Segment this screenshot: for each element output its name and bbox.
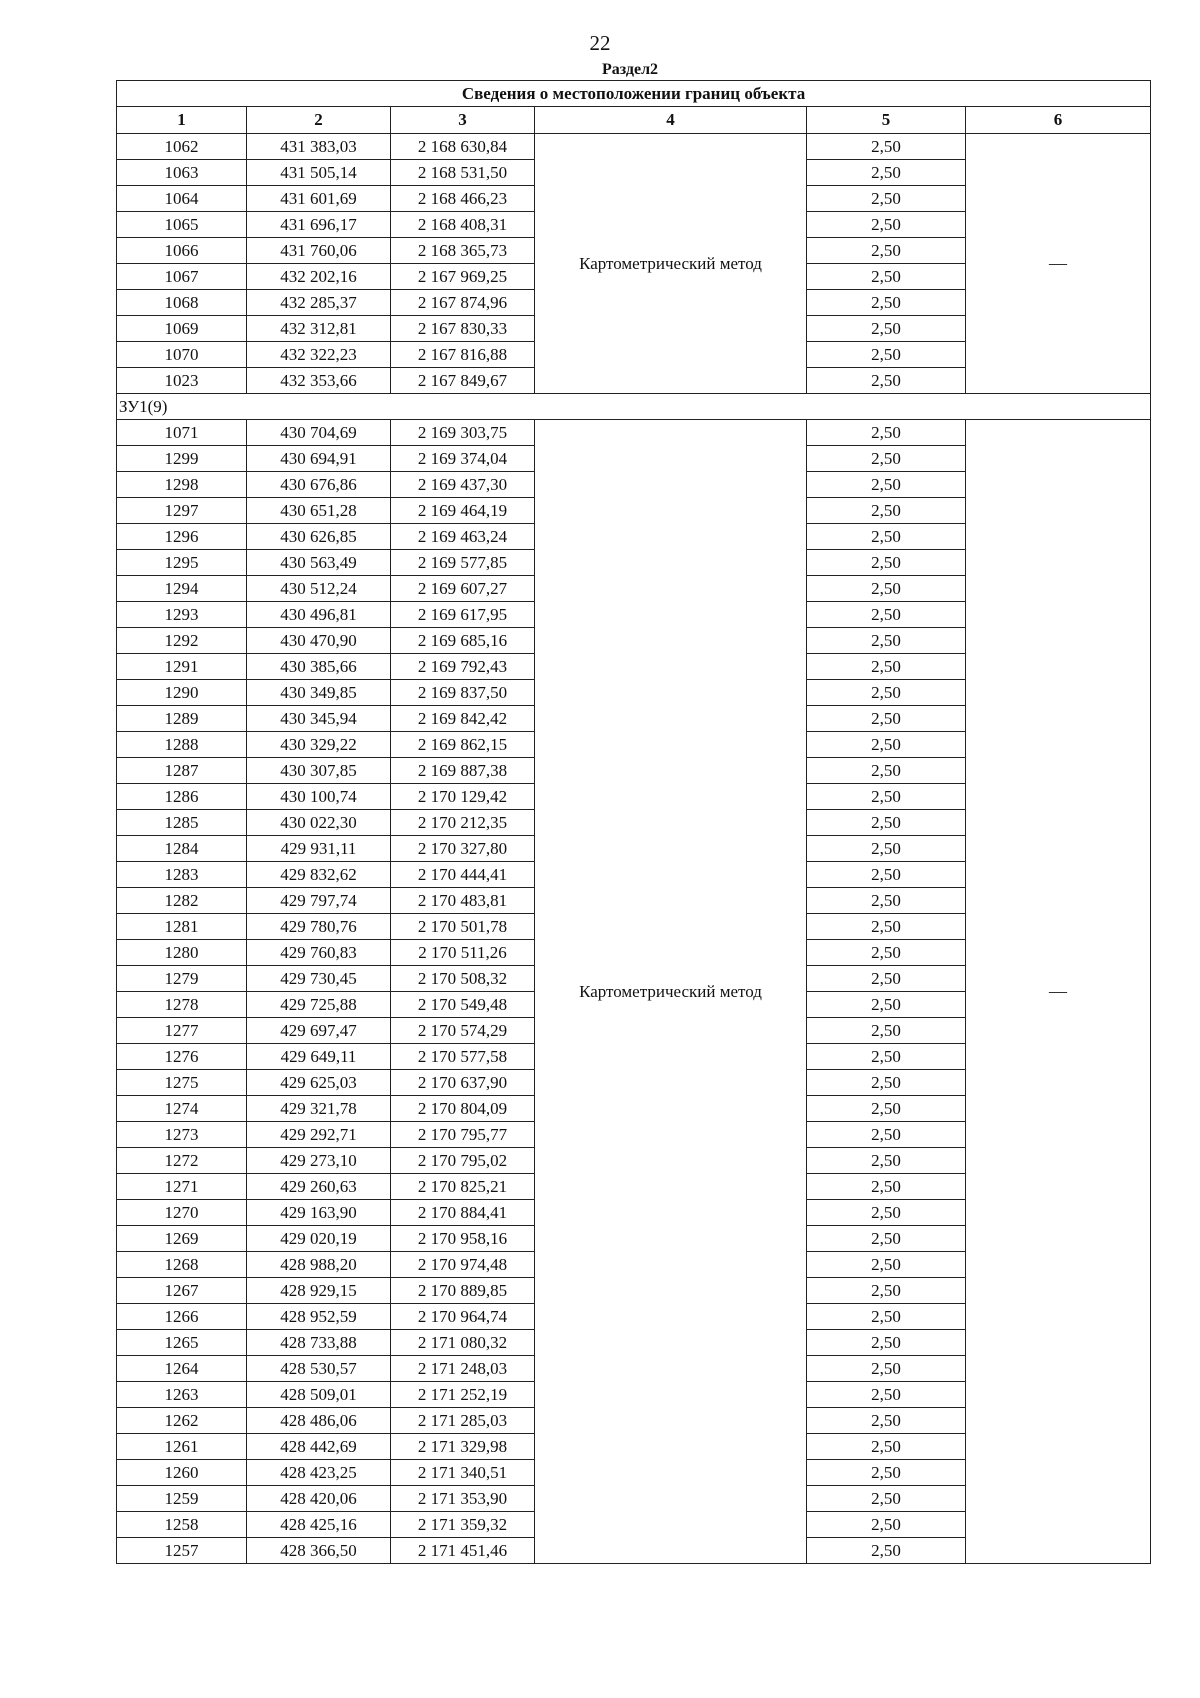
boundary-coordinates-table xyxy=(116,80,1151,1564)
column-header: 5 xyxy=(807,107,966,134)
point-number: 1280 xyxy=(117,940,247,966)
accuracy-value: 2,50 xyxy=(807,1070,966,1096)
coordinate-y: 2 171 080,32 xyxy=(391,1330,535,1356)
coordinate-y: 2 167 969,25 xyxy=(391,264,535,290)
accuracy-value: 2,50 xyxy=(807,706,966,732)
coordinate-x: 430 512,24 xyxy=(247,576,391,602)
coordinate-y: 2 170 795,77 xyxy=(391,1122,535,1148)
point-number: 1286 xyxy=(117,784,247,810)
accuracy-value: 2,50 xyxy=(807,576,966,602)
accuracy-value: 2,50 xyxy=(807,940,966,966)
coordinate-x: 429 725,88 xyxy=(247,992,391,1018)
point-number: 1065 xyxy=(117,212,247,238)
coordinate-x: 428 929,15 xyxy=(247,1278,391,1304)
coordinate-x: 431 696,17 xyxy=(247,212,391,238)
coordinate-x: 429 321,78 xyxy=(247,1096,391,1122)
coordinate-y: 2 169 303,75 xyxy=(391,420,535,446)
coordinate-x: 429 931,11 xyxy=(247,836,391,862)
coordinate-y: 2 170 889,85 xyxy=(391,1278,535,1304)
coordinate-x: 428 420,06 xyxy=(247,1486,391,1512)
coordinate-x: 428 952,59 xyxy=(247,1304,391,1330)
point-number: 1290 xyxy=(117,680,247,706)
accuracy-value: 2,50 xyxy=(807,264,966,290)
point-number: 1277 xyxy=(117,1018,247,1044)
accuracy-value: 2,50 xyxy=(807,758,966,784)
point-number: 1264 xyxy=(117,1356,247,1382)
accuracy-value: 2,50 xyxy=(807,992,966,1018)
coordinate-y: 2 170 574,29 xyxy=(391,1018,535,1044)
coordinate-y: 2 170 795,02 xyxy=(391,1148,535,1174)
point-number: 1294 xyxy=(117,576,247,602)
coordinate-y: 2 167 849,67 xyxy=(391,368,535,394)
accuracy-value: 2,50 xyxy=(807,732,966,758)
coordinate-x: 428 425,16 xyxy=(247,1512,391,1538)
method-cell: Картометрический метод xyxy=(535,134,807,394)
accuracy-value: 2,50 xyxy=(807,290,966,316)
point-number: 1062 xyxy=(117,134,247,160)
accuracy-value: 2,50 xyxy=(807,1460,966,1486)
coordinate-x: 430 100,74 xyxy=(247,784,391,810)
coordinate-y: 2 170 637,90 xyxy=(391,1070,535,1096)
point-number: 1069 xyxy=(117,316,247,342)
accuracy-value: 2,50 xyxy=(807,1486,966,1512)
point-number: 1283 xyxy=(117,862,247,888)
point-number: 1282 xyxy=(117,888,247,914)
point-number: 1261 xyxy=(117,1434,247,1460)
coordinate-x: 430 704,69 xyxy=(247,420,391,446)
table-caption-row xyxy=(117,81,1151,107)
column-header-row xyxy=(117,107,1151,134)
coordinate-y: 2 171 248,03 xyxy=(391,1356,535,1382)
accuracy-value: 2,50 xyxy=(807,1304,966,1330)
coordinate-y: 2 170 508,32 xyxy=(391,966,535,992)
coordinate-x: 428 733,88 xyxy=(247,1330,391,1356)
accuracy-value: 2,50 xyxy=(807,160,966,186)
point-number: 1293 xyxy=(117,602,247,628)
point-number: 1275 xyxy=(117,1070,247,1096)
column-header: 2 xyxy=(247,107,391,134)
coordinate-x: 430 307,85 xyxy=(247,758,391,784)
accuracy-value: 2,50 xyxy=(807,862,966,888)
coordinate-y: 2 169 617,95 xyxy=(391,602,535,628)
point-number: 1267 xyxy=(117,1278,247,1304)
coordinate-x: 428 509,01 xyxy=(247,1382,391,1408)
page-number: 22 xyxy=(589,31,611,55)
accuracy-value: 2,50 xyxy=(807,472,966,498)
coordinate-y: 2 171 353,90 xyxy=(391,1486,535,1512)
coordinate-y: 2 169 837,50 xyxy=(391,680,535,706)
coordinate-x: 430 470,90 xyxy=(247,628,391,654)
point-number: 1278 xyxy=(117,992,247,1018)
coordinate-y: 2 170 444,41 xyxy=(391,862,535,888)
point-number: 1287 xyxy=(117,758,247,784)
point-number: 1284 xyxy=(117,836,247,862)
point-number: 1276 xyxy=(117,1044,247,1070)
coordinate-x: 429 163,90 xyxy=(247,1200,391,1226)
coordinate-x: 430 694,91 xyxy=(247,446,391,472)
accuracy-value: 2,50 xyxy=(807,1512,966,1538)
coordinate-y: 2 169 842,42 xyxy=(391,706,535,732)
accuracy-value: 2,50 xyxy=(807,1356,966,1382)
coordinate-y: 2 171 340,51 xyxy=(391,1460,535,1486)
coordinate-x: 428 423,25 xyxy=(247,1460,391,1486)
coordinate-y: 2 169 577,85 xyxy=(391,550,535,576)
coordinate-y: 2 171 329,98 xyxy=(391,1434,535,1460)
coordinate-x: 432 285,37 xyxy=(247,290,391,316)
coordinate-y: 2 170 327,80 xyxy=(391,836,535,862)
accuracy-value: 2,50 xyxy=(807,446,966,472)
coordinate-y: 2 169 437,30 xyxy=(391,472,535,498)
accuracy-value: 2,50 xyxy=(807,680,966,706)
point-number: 1269 xyxy=(117,1226,247,1252)
point-number: 1070 xyxy=(117,342,247,368)
table-caption: Сведения о местоположении границ объекта xyxy=(117,81,1151,107)
accuracy-value: 2,50 xyxy=(807,602,966,628)
accuracy-value: 2,50 xyxy=(807,186,966,212)
coordinate-x: 429 797,74 xyxy=(247,888,391,914)
table-body xyxy=(117,81,1151,1564)
coordinate-y: 2 171 252,19 xyxy=(391,1382,535,1408)
coordinate-y: 2 171 451,46 xyxy=(391,1538,535,1564)
coordinate-x: 430 385,66 xyxy=(247,654,391,680)
accuracy-value: 2,50 xyxy=(807,316,966,342)
coordinate-y: 2 170 501,78 xyxy=(391,914,535,940)
accuracy-value: 2,50 xyxy=(807,1538,966,1564)
accuracy-value: 2,50 xyxy=(807,654,966,680)
coordinate-y: 2 168 630,84 xyxy=(391,134,535,160)
coordinate-x: 429 760,83 xyxy=(247,940,391,966)
point-number: 1265 xyxy=(117,1330,247,1356)
coordinate-y: 2 169 607,27 xyxy=(391,576,535,602)
accuracy-value: 2,50 xyxy=(807,1382,966,1408)
coordinate-y: 2 168 466,23 xyxy=(391,186,535,212)
coordinate-x: 432 202,16 xyxy=(247,264,391,290)
accuracy-value: 2,50 xyxy=(807,1434,966,1460)
point-number: 1297 xyxy=(117,498,247,524)
coordinate-y: 2 170 884,41 xyxy=(391,1200,535,1226)
point-number: 1063 xyxy=(117,160,247,186)
point-number: 1270 xyxy=(117,1200,247,1226)
point-number: 1295 xyxy=(117,550,247,576)
coordinate-x: 430 329,22 xyxy=(247,732,391,758)
point-number: 1273 xyxy=(117,1122,247,1148)
coordinate-x: 430 676,86 xyxy=(247,472,391,498)
coordinate-x: 430 626,85 xyxy=(247,524,391,550)
note-cell: — xyxy=(966,420,1151,1564)
accuracy-value: 2,50 xyxy=(807,134,966,160)
accuracy-value: 2,50 xyxy=(807,1018,966,1044)
point-number: 1298 xyxy=(117,472,247,498)
accuracy-value: 2,50 xyxy=(807,212,966,238)
accuracy-value: 2,50 xyxy=(807,524,966,550)
coordinate-x: 431 760,06 xyxy=(247,238,391,264)
coordinate-y: 2 170 804,09 xyxy=(391,1096,535,1122)
point-number: 1260 xyxy=(117,1460,247,1486)
coordinate-y: 2 169 887,38 xyxy=(391,758,535,784)
coordinate-y: 2 169 792,43 xyxy=(391,654,535,680)
accuracy-value: 2,50 xyxy=(807,810,966,836)
accuracy-value: 2,50 xyxy=(807,238,966,264)
coordinate-x: 429 020,19 xyxy=(247,1226,391,1252)
point-number: 1289 xyxy=(117,706,247,732)
coordinate-y: 2 170 129,42 xyxy=(391,784,535,810)
coordinate-y: 2 170 958,16 xyxy=(391,1226,535,1252)
accuracy-value: 2,50 xyxy=(807,498,966,524)
accuracy-value: 2,50 xyxy=(807,1148,966,1174)
coordinate-y: 2 170 549,48 xyxy=(391,992,535,1018)
coordinate-x: 429 625,03 xyxy=(247,1070,391,1096)
point-number: 1068 xyxy=(117,290,247,316)
coordinate-y: 2 168 531,50 xyxy=(391,160,535,186)
coordinate-y: 2 167 830,33 xyxy=(391,316,535,342)
coordinate-x: 430 345,94 xyxy=(247,706,391,732)
coordinate-x: 432 322,23 xyxy=(247,342,391,368)
accuracy-value: 2,50 xyxy=(807,550,966,576)
coordinate-x: 429 273,10 xyxy=(247,1148,391,1174)
coordinate-y: 2 170 964,74 xyxy=(391,1304,535,1330)
point-number: 1258 xyxy=(117,1512,247,1538)
table-row xyxy=(117,134,1151,160)
column-header: 1 xyxy=(117,107,247,134)
coordinate-x: 430 496,81 xyxy=(247,602,391,628)
point-number: 1288 xyxy=(117,732,247,758)
point-number: 1066 xyxy=(117,238,247,264)
table-row xyxy=(117,420,1151,446)
accuracy-value: 2,50 xyxy=(807,888,966,914)
point-number: 1266 xyxy=(117,1304,247,1330)
column-header: 4 xyxy=(535,107,807,134)
coordinate-y: 2 168 365,73 xyxy=(391,238,535,264)
coordinate-x: 428 486,06 xyxy=(247,1408,391,1434)
point-number: 1064 xyxy=(117,186,247,212)
coordinate-x: 430 563,49 xyxy=(247,550,391,576)
accuracy-value: 2,50 xyxy=(807,1096,966,1122)
coordinate-y: 2 169 862,15 xyxy=(391,732,535,758)
coordinate-x: 431 383,03 xyxy=(247,134,391,160)
accuracy-value: 2,50 xyxy=(807,1252,966,1278)
point-number: 1067 xyxy=(117,264,247,290)
coordinate-x: 429 780,76 xyxy=(247,914,391,940)
accuracy-value: 2,50 xyxy=(807,836,966,862)
coordinate-x: 432 312,81 xyxy=(247,316,391,342)
point-number: 1262 xyxy=(117,1408,247,1434)
note-cell: — xyxy=(966,134,1151,394)
coordinate-x: 428 530,57 xyxy=(247,1356,391,1382)
point-number: 1272 xyxy=(117,1148,247,1174)
coordinate-y: 2 170 483,81 xyxy=(391,888,535,914)
accuracy-value: 2,50 xyxy=(807,914,966,940)
accuracy-value: 2,50 xyxy=(807,1330,966,1356)
coordinate-y: 2 170 825,21 xyxy=(391,1174,535,1200)
accuracy-value: 2,50 xyxy=(807,1122,966,1148)
accuracy-value: 2,50 xyxy=(807,1174,966,1200)
coordinate-y: 2 170 511,26 xyxy=(391,940,535,966)
coordinate-y: 2 171 285,03 xyxy=(391,1408,535,1434)
coordinate-x: 431 505,14 xyxy=(247,160,391,186)
coordinate-x: 428 366,50 xyxy=(247,1538,391,1564)
point-number: 1274 xyxy=(117,1096,247,1122)
accuracy-value: 2,50 xyxy=(807,1226,966,1252)
coordinate-x: 429 260,63 xyxy=(247,1174,391,1200)
group-label: ЗУ1(9) xyxy=(117,394,1151,420)
coordinate-y: 2 169 464,19 xyxy=(391,498,535,524)
accuracy-value: 2,50 xyxy=(807,628,966,654)
point-number: 1296 xyxy=(117,524,247,550)
point-number: 1268 xyxy=(117,1252,247,1278)
accuracy-value: 2,50 xyxy=(807,784,966,810)
coordinate-x: 429 832,62 xyxy=(247,862,391,888)
coordinate-x: 428 442,69 xyxy=(247,1434,391,1460)
point-number: 1279 xyxy=(117,966,247,992)
coordinate-x: 429 730,45 xyxy=(247,966,391,992)
coordinate-y: 2 169 685,16 xyxy=(391,628,535,654)
point-number: 1281 xyxy=(117,914,247,940)
accuracy-value: 2,50 xyxy=(807,1408,966,1434)
coordinate-x: 432 353,66 xyxy=(247,368,391,394)
accuracy-value: 2,50 xyxy=(807,1044,966,1070)
point-number: 1071 xyxy=(117,420,247,446)
coordinate-x: 429 649,11 xyxy=(247,1044,391,1070)
point-number: 1257 xyxy=(117,1538,247,1564)
coordinate-y: 2 170 577,58 xyxy=(391,1044,535,1070)
section-label: Раздел2 xyxy=(601,61,659,78)
coordinate-y: 2 171 359,32 xyxy=(391,1512,535,1538)
coordinate-x: 429 697,47 xyxy=(247,1018,391,1044)
accuracy-value: 2,50 xyxy=(807,368,966,394)
method-cell: Картометрический метод xyxy=(535,420,807,1564)
coordinate-y: 2 168 408,31 xyxy=(391,212,535,238)
accuracy-value: 2,50 xyxy=(807,1200,966,1226)
coordinate-y: 2 167 874,96 xyxy=(391,290,535,316)
coordinate-x: 430 349,85 xyxy=(247,680,391,706)
column-header: 6 xyxy=(966,107,1151,134)
point-number: 1292 xyxy=(117,628,247,654)
column-header: 3 xyxy=(391,107,535,134)
point-number: 1299 xyxy=(117,446,247,472)
point-number: 1263 xyxy=(117,1382,247,1408)
group-label-row xyxy=(117,394,1151,420)
accuracy-value: 2,50 xyxy=(807,966,966,992)
coordinate-x: 430 022,30 xyxy=(247,810,391,836)
accuracy-value: 2,50 xyxy=(807,1278,966,1304)
coordinate-y: 2 169 463,24 xyxy=(391,524,535,550)
coordinate-y: 2 169 374,04 xyxy=(391,446,535,472)
point-number: 1271 xyxy=(117,1174,247,1200)
accuracy-value: 2,50 xyxy=(807,342,966,368)
coordinate-x: 430 651,28 xyxy=(247,498,391,524)
point-number: 1291 xyxy=(117,654,247,680)
coordinate-y: 2 167 816,88 xyxy=(391,342,535,368)
coordinate-x: 431 601,69 xyxy=(247,186,391,212)
coordinate-x: 429 292,71 xyxy=(247,1122,391,1148)
coordinate-y: 2 170 974,48 xyxy=(391,1252,535,1278)
coordinate-x: 428 988,20 xyxy=(247,1252,391,1278)
coordinate-y: 2 170 212,35 xyxy=(391,810,535,836)
point-number: 1285 xyxy=(117,810,247,836)
point-number: 1259 xyxy=(117,1486,247,1512)
accuracy-value: 2,50 xyxy=(807,420,966,446)
point-number: 1023 xyxy=(117,368,247,394)
